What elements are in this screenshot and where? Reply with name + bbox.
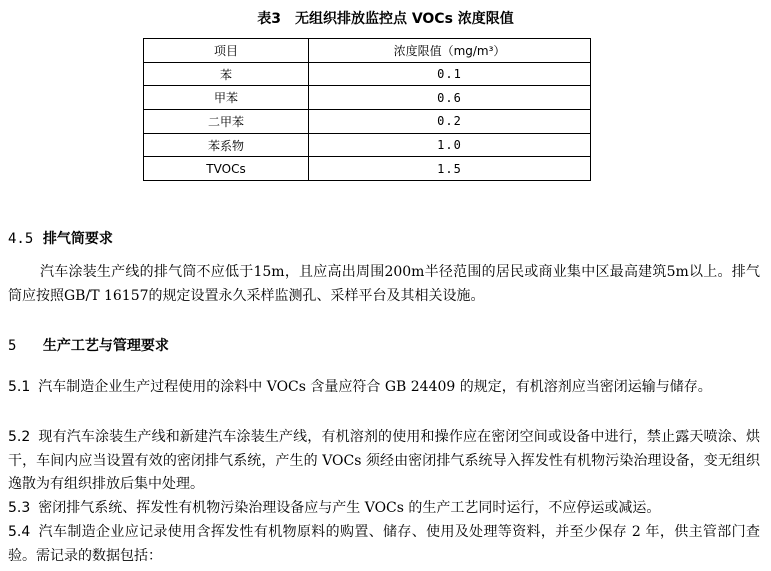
- row-name-cell: 甲苯: [144, 86, 309, 110]
- section-title: 生产工艺与管理要求: [42, 338, 169, 354]
- column-header-limit: 浓度限值（mg/m³）: [309, 39, 591, 63]
- section-4-5-paragraph: 汽车涂装生产线的排气筒不应低于15m，且应高出周围200m半径范围的居民或商业集中区最高建筑5m以上。排气筒应按照GB/T 16157的规定设置永久采样监测孔、采样平台及其相关设施。: [8, 264, 760, 304]
- clause-text: 汽车制造企业生产过程使用的涂料中 VOCs 含量应符合 GB 24409 的规定，有机溶剂应当密闭运输与储存。: [38, 379, 712, 395]
- section-title: 排气筒要求: [42, 231, 113, 247]
- clause-5-3: [8, 497, 760, 521]
- row-value-cell: 0.6: [309, 86, 591, 110]
- clause-text: 现有汽车涂装生产线和新建汽车涂装生产线，有机溶剂的使用和操作应在密闭空间或设备中进行，禁止露天喷涂、烘干，车间内应当设置有效的密闭排气系统，产生的 VOCs 须经由密闭排气系统导入挥发性有机物污染治理设备，变无组织逸散为有组织排放后集中处理。: [8, 429, 760, 492]
- section-5-heading: [8, 335, 169, 355]
- table-row: [144, 62, 591, 86]
- section-4-5-heading: [8, 228, 113, 248]
- row-name-cell: 二甲苯: [144, 110, 309, 134]
- row-value-cell: 0.2: [309, 110, 591, 134]
- vocs-limit-table: [143, 38, 591, 181]
- table-row: [144, 86, 591, 110]
- clause-number: 5.1: [8, 379, 31, 395]
- table-row: [144, 157, 591, 181]
- table-row: [144, 110, 591, 134]
- clause-5-2: [8, 426, 760, 497]
- row-value-cell: 0.1: [309, 62, 591, 86]
- clause-text: 汽车制造企业应记录使用含挥发性有机物原料的购置、储存、使用及处理等资料，并至少保存 2 年，供主管部门查验。需记录的数据包括：: [8, 524, 760, 564]
- clause-number: 5.2: [8, 429, 31, 445]
- row-value-cell: 1.5: [309, 157, 591, 181]
- column-header-item: 项目: [144, 39, 309, 63]
- clause-number: 5.3: [8, 500, 31, 516]
- row-name-cell: 苯系物: [144, 133, 309, 157]
- clause-text: 密闭排气系统、挥发性有机物污染治理设备应与产生 VOCs 的生产工艺同时运行，不应停运或减运。: [38, 500, 661, 516]
- table-row: [144, 133, 591, 157]
- row-name-cell: 苯: [144, 62, 309, 86]
- clause-5-4: [8, 521, 760, 568]
- row-value-cell: 1.0: [309, 133, 591, 157]
- table-header-row: [144, 39, 591, 63]
- section-number: 4.5: [8, 231, 34, 247]
- clause-5-1: [8, 376, 760, 400]
- row-name-cell: TVOCs: [144, 157, 309, 181]
- clause-number: 5.4: [8, 524, 31, 540]
- table-title: 表3 无组织排放监控点 VOCs 浓度限值: [257, 11, 514, 27]
- section-number: 5: [8, 338, 17, 354]
